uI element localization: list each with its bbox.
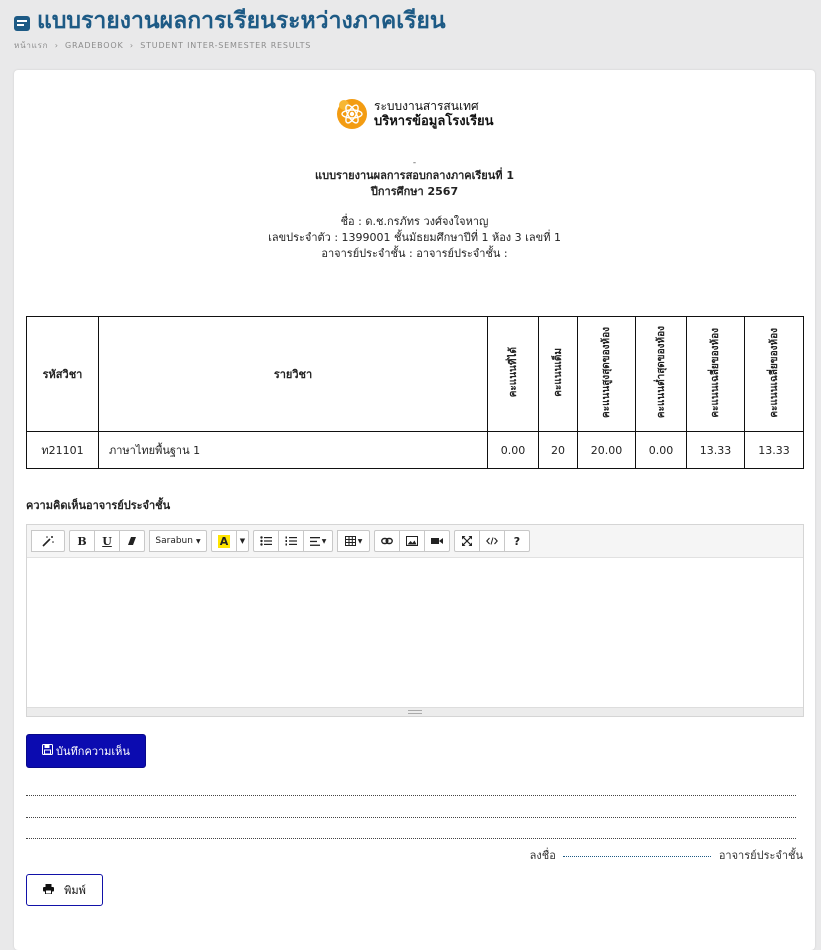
col-avg-2: [745, 317, 804, 432]
align-left-icon: [310, 537, 320, 546]
advisor-line: อาจารย์ประจำชั้น : อาจารย์ประจำชั้น :: [321, 247, 508, 260]
caret-down-icon: ▼: [357, 537, 363, 545]
col-subject-name: รายวิชา: [99, 317, 488, 432]
underline-button[interactable]: U: [94, 530, 120, 552]
report-card: [14, 70, 815, 950]
col-min: [636, 317, 687, 432]
code-view-button[interactable]: [479, 530, 505, 552]
caret-down-icon: ▼: [239, 537, 246, 545]
cell-subject-name: ภาษาไทยพื้นฐาน 1: [99, 432, 488, 469]
code-icon: [486, 537, 498, 545]
font-family-dropdown[interactable]: [149, 530, 207, 552]
col-avg-2-label: คะแนนเฉลี่ยของห้อง: [768, 327, 780, 418]
school-logo: [335, 97, 494, 131]
eraser-button[interactable]: [119, 530, 145, 552]
breadcrumb-current: STUDENT INTER-SEMESTER RESULTS: [140, 41, 312, 50]
breadcrumb: [14, 39, 821, 52]
col-max: [578, 317, 636, 432]
col-min-label: คะแนนต่ำสุดของห้อง: [655, 326, 667, 419]
table-icon: [345, 536, 356, 546]
report-year: ปีการศึกษา 2567: [370, 185, 459, 198]
breadcrumb-home[interactable]: หน้าแรก: [14, 41, 49, 50]
comment-textarea[interactable]: [27, 558, 803, 707]
bold-button[interactable]: B: [69, 530, 95, 552]
video-button[interactable]: [424, 530, 450, 552]
print-button[interactable]: [26, 874, 103, 906]
help-button[interactable]: [504, 530, 530, 552]
caret-down-icon: ▼: [195, 537, 201, 545]
ordered-list-icon: [285, 536, 297, 546]
save-comment-button[interactable]: [26, 734, 146, 768]
col-avg-label: คะแนนเฉลี่ยของห้อง: [710, 327, 721, 418]
score-table: [26, 316, 804, 469]
print-label: พิมพ์: [64, 884, 86, 897]
logo-line-2: บริหารข้อมูลโรงเรียน: [374, 114, 494, 129]
report-icon: [14, 16, 30, 31]
fullscreen-icon: [462, 536, 472, 546]
font-family-value: Sarabun: [155, 536, 193, 546]
magic-wand-button[interactable]: [31, 530, 65, 552]
grip-icon: [408, 710, 422, 714]
page-title-text: แบบรายงานผลการเรียนระหว่างภาคเรียน: [37, 8, 446, 34]
table-dropdown[interactable]: [337, 530, 370, 552]
comment-editor: [26, 524, 804, 717]
magic-wand-icon: [41, 535, 55, 547]
floppy-disk-icon: [42, 744, 53, 758]
bullet-list-button[interactable]: [253, 530, 279, 552]
cell-score: 0.00: [488, 432, 539, 469]
col-subject-code: รหัสวิชา: [27, 317, 99, 432]
caret-down-icon: ▼: [321, 537, 327, 545]
chevron-right-icon: ›: [54, 41, 59, 50]
link-button[interactable]: [374, 530, 400, 552]
cell-max: 20.00: [578, 432, 636, 469]
col-score-label: คะแนนที่ได้: [507, 347, 519, 398]
comment-dotted-line: [26, 795, 796, 796]
help-icon: ?: [513, 534, 521, 548]
paragraph-align-dropdown[interactable]: [303, 530, 333, 552]
highlight-color-icon: A: [219, 534, 229, 548]
cell-min: 0.00: [636, 432, 687, 469]
cell-subject-code: ท21101: [27, 432, 99, 469]
signature-suffix: อาจารย์ประจำชั้น: [718, 849, 803, 862]
report-title: แบบรายงานผลการสอบกลางภาคเรียนที่ 1: [315, 169, 514, 182]
highlight-button[interactable]: [211, 530, 237, 552]
cell-avg-2: 13.33: [745, 432, 804, 469]
highlight-dropdown[interactable]: [236, 530, 249, 552]
col-score: [488, 317, 539, 432]
col-full-score-label: คะแนนเต็ม: [552, 348, 564, 397]
cell-avg: 13.33: [687, 432, 745, 469]
link-icon: [381, 537, 393, 545]
col-full-score: [539, 317, 578, 432]
col-avg: [687, 317, 745, 432]
bullet-list-icon: [260, 536, 272, 546]
fullscreen-button[interactable]: [454, 530, 480, 552]
breadcrumb-gradebook[interactable]: GRADEBOOK: [65, 41, 124, 50]
table-header-row: [27, 317, 804, 432]
cell-full-score: 20: [539, 432, 578, 469]
comment-dotted-line: [26, 817, 796, 818]
page-header: [14, 6, 821, 52]
report-dash: -: [412, 158, 417, 168]
student-info: เลขประจำตัว : 1399001 ชั้นมัธยมศึกษาปีที่ 1 ห้อง 3 เลขที่ 1: [268, 231, 561, 244]
image-button[interactable]: [399, 530, 425, 552]
eraser-icon: [127, 536, 137, 546]
comment-label: ความคิดเห็นอาจารย์ประจำชั้น: [26, 499, 171, 512]
report-heading: [14, 158, 815, 262]
editor-toolbar: [27, 525, 803, 558]
ordered-list-button[interactable]: [278, 530, 304, 552]
atom-logo-icon: [335, 97, 369, 131]
table-row: [27, 432, 804, 469]
printer-icon: [43, 883, 54, 897]
page-title: [14, 6, 821, 36]
video-icon: [431, 537, 443, 545]
chevron-right-icon: ›: [129, 41, 134, 50]
signature-prefix: ลงชื่อ: [529, 849, 556, 862]
signature-dots: [563, 856, 711, 857]
editor-resize-handle[interactable]: [27, 707, 803, 716]
col-max-label: คะแนนสูงสุดของห้อง: [601, 327, 612, 418]
student-name: ชื่อ : ด.ช.กรภัทร วงศ์จงใจหาญ: [340, 215, 489, 228]
comment-dotted-line: [26, 838, 796, 839]
save-comment-label: บันทึกความเห็น: [56, 745, 130, 758]
signature-line: [530, 846, 803, 864]
picture-icon: [406, 536, 418, 546]
logo-line-1: ระบบงานสารสนเทศ: [374, 99, 479, 113]
